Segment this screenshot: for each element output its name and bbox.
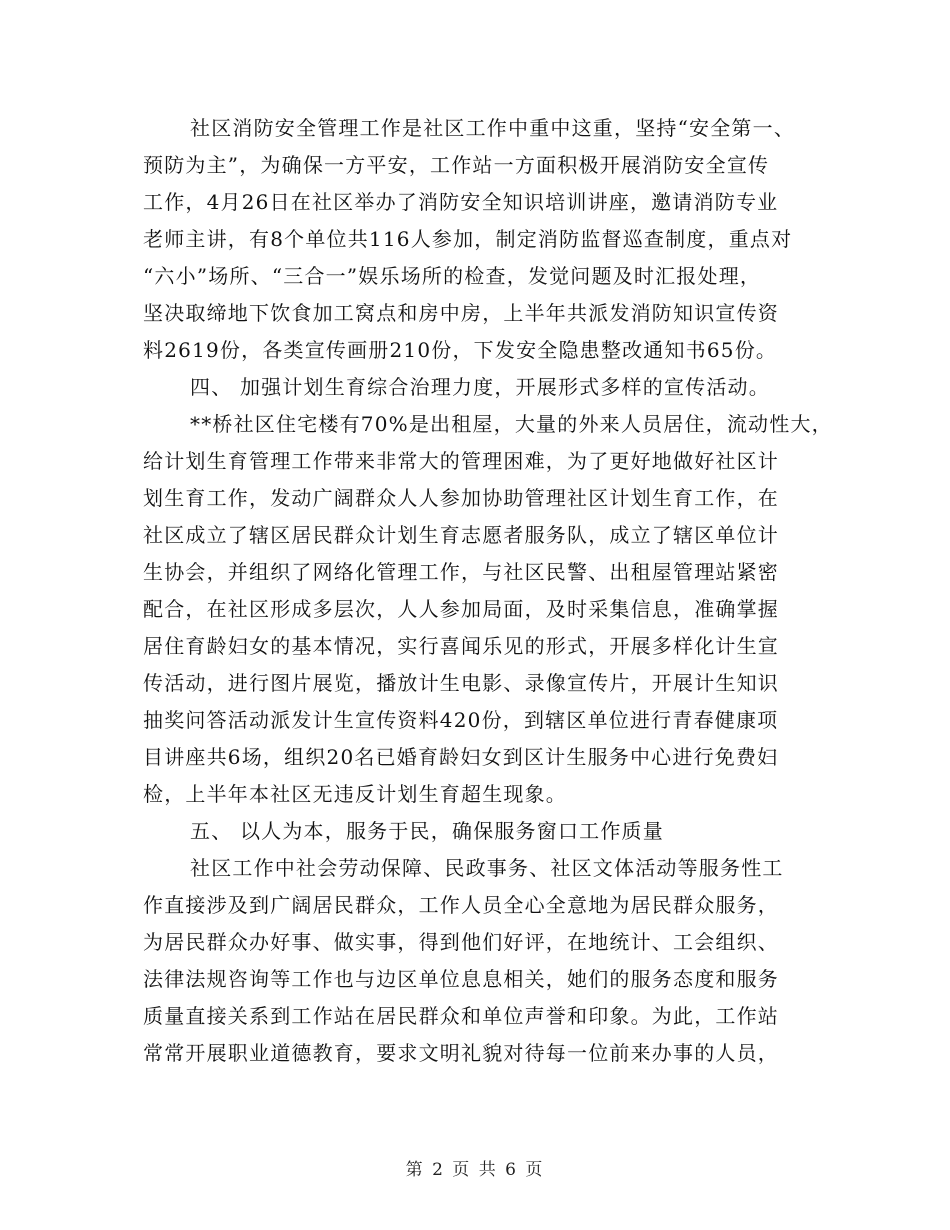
- body-text-line: 配合，在社区形成多层次，人人参加局面，及时采集信息，准确掌握: [143, 597, 779, 621]
- body-text-line: 居住育龄妇女的基本情况，实行喜闻乐见的形式，开展多样化计生宣: [143, 634, 779, 658]
- body-text-line: 为居民群众办好事、做实事，得到他们好评，在地统计、工会组织、: [143, 930, 779, 954]
- body-text-line: 老师主讲，有8个单位共116人参加，制定消防监督巡查制度，重点对: [143, 227, 793, 251]
- body-text-line: **桥社区住宅楼有70%是出租屋，大量的外来人员居住，流动性大，: [190, 412, 833, 436]
- body-text-line: 常常开展职业道德教育，要求文明礼貌对待每一位前来办事的人员，: [143, 1041, 779, 1065]
- body-text-line: 划生育工作，发动广阔群众人人参加协助管理社区计划生育工作，在: [143, 486, 779, 510]
- body-text-line: 坚决取缔地下饮食加工窝点和房中房，上半年共派发消防知识宣传资: [143, 301, 779, 325]
- body-text-line: “六小”场所、“三合一”娱乐场所的检查，发觉问题及时汇报处理，: [143, 264, 762, 288]
- body-text-line: 社区工作中社会劳动保障、民政事务、社区文体活动等服务性工: [190, 856, 784, 880]
- body-text-line: 检，上半年本社区无违反计划生育超生现象。: [143, 782, 567, 806]
- section-heading: 五、 以人为本，服务于民，确保服务窗口工作质量: [190, 819, 664, 843]
- section-heading: 四、 加强计划生育综合治理力度，开展形式多样的宣传活动。: [190, 375, 770, 399]
- body-text-line: 生协会，并组织了网络化管理工作，与社区民警、出租屋管理站紧密: [143, 560, 779, 584]
- body-text-line: 社区成立了辖区居民群众计划生育志愿者服务队，成立了辖区单位计: [143, 523, 779, 547]
- body-text-line: 法律法规咨询等工作也与边区单位息息相关，她们的服务态度和服务: [143, 967, 779, 991]
- body-text-line: 传活动，进行图片展览，播放计生电影、录像宣传片，开展计生知识: [143, 671, 779, 695]
- body-text-line: 质量直接关系到工作站在居民群众和单位声誉和印象。为此，工作站: [143, 1004, 779, 1028]
- page-number-footer: 第 2 页 共 6 页: [405, 1160, 545, 1180]
- body-text-line: 抽奖问答活动派发计生宣传资料420份，到辖区单位进行青春健康项: [143, 708, 779, 732]
- body-text-line: 作直接涉及到广阔居民群众，工作人员全心全意地为居民群众服务，: [143, 893, 779, 917]
- body-text-line: 社区消防安全管理工作是社区工作中重中这重，坚持“安全第一、: [190, 116, 796, 140]
- body-text-line: 目讲座共6场，组织20名已婚育龄妇女到区计生服务中心进行免费妇: [143, 745, 779, 769]
- body-text-line: 工作，4月26日在社区举办了消防安全知识培训讲座，邀请消防专业: [143, 190, 779, 214]
- body-text-line: 料2619份，各类宣传画册210份，下发安全隐患整改通知书65份。: [143, 338, 778, 362]
- body-text-line: 预防为主”，为确保一方平安，工作站一方面积极开展消防安全宣传: [143, 153, 770, 177]
- body-text-line: 给计划生育管理工作带来非常大的管理困难，为了更好地做好社区计: [143, 449, 779, 473]
